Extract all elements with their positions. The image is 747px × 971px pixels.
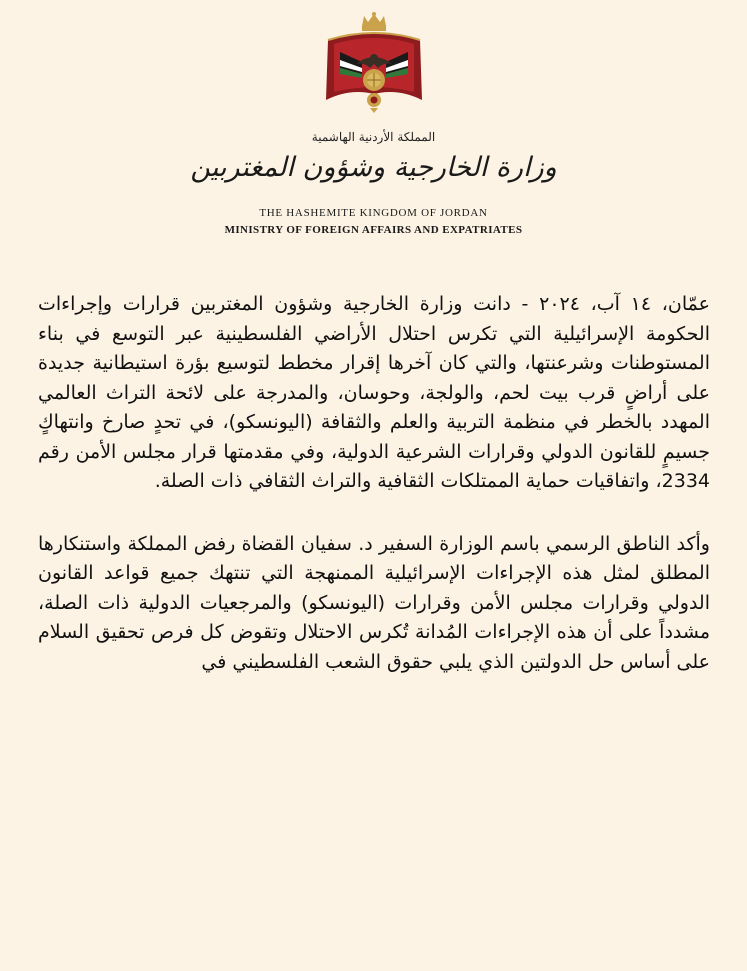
statement-paragraph-2: وأكد الناطق الرسمي باسم الوزارة السفير د. سفيان القضاة رفض المملكة واستنكارها المطلق لمثل هذه الإجراءات الإسرائيلية الممنهجة التي تنتهك جميع قواعد القانون الدولي وقرارات مجلس الأمن وقرارات (اليونسكو) والمرجعيات الدولية ذات الصلة، مشدداً على أن هذه الإجراءات المُدانة تُكرس الاحتلال وتقوض كل فرص تحقيق السلام على أساس حل الدولتين الذي يلبي حقوق الشعب الفلسطيني في	[38, 532, 710, 673]
press-statement	[38, 290, 710, 677]
arabic-kingdom-name: المملكة الأردنية الهاشمية	[311, 130, 436, 144]
letterhead	[0, 0, 747, 250]
english-kingdom-name: THE HASHEMITE KINGDOM OF JORDAN	[259, 207, 488, 219]
statement-paragraph-1: عمّان، ١٤ آب، ٢٠٢٤ - دانت وزارة الخارجية وشؤون المغتربين قرارات وإجراءات الحكومة الإسرائيلية التي تكرس احتلال الأراضي الفلسطينية عبر التوسع في بناء المستوطنات وشرعنتها، والتي كان آخرها إقرار مخطط لتوسيع بؤرة استيطانية جديدة على أراضٍ قرب بيت لحم، والولجة، وحوسان، والمدرجة على لائحة التراث العالمي المهدد بالخطر في منظمة التربية والعلم والثقافة (اليونسكو)، في تحدٍ صارخ وانتهاكٍ جسيمٍ للقانون الدولي وقرارات الشرعية الدولية، وفي مقدمتها قرار مجلس الأمن رقم 2334، واتفاقيات حماية الممتلكات الثقافية والتراث الثقافي ذات الصلة.	[38, 293, 710, 492]
arabic-ministry-name: وزارة الخارجية وشؤون المغتربين	[190, 152, 557, 183]
coat-of-arms-icon	[318, 12, 430, 114]
english-ministry-name: MINISTRY OF FOREIGN AFFAIRS AND EXPATRIATES	[224, 224, 523, 236]
